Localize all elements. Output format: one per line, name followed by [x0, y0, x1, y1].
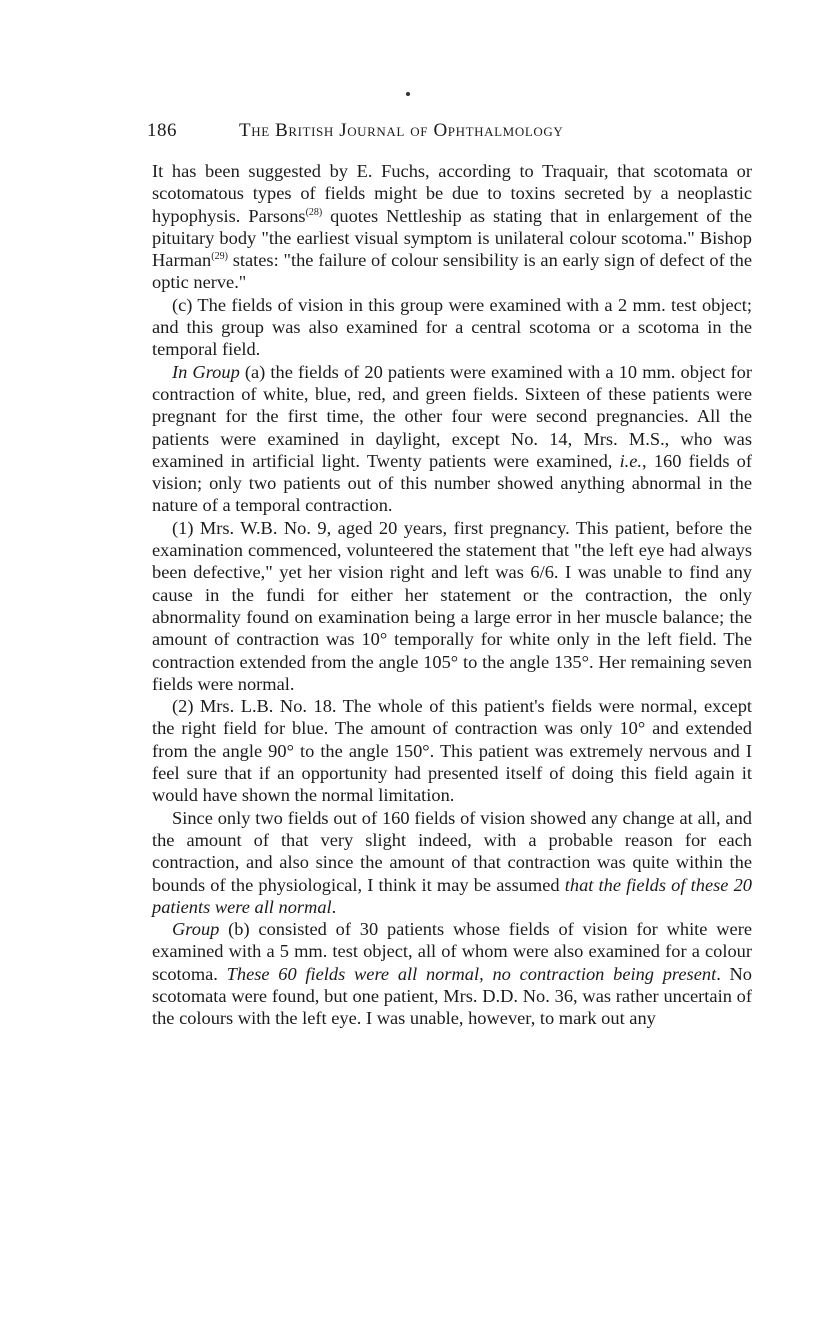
paragraph-case-2: (2) Mrs. L.B. No. 18. The whole of this patient's fields were normal, except the right field for blue. The amount of contraction was only 10° and extended from the angle 90° to the angle 150°. This patient was extremely nervous and I feel sure that if an opportunity had presented itself of doing this field again it would have shown the normal limitation.: [152, 696, 752, 806]
paragraph-text: It has been suggested by E. Fuchs, according to Traquair, that scotomata or scotomatous types of fields might be due to toxins secreted by a neoplastic hypophysis. Parsons: [152, 161, 752, 226]
italic-phrase: In Group: [172, 361, 240, 382]
italic-phrase: i.e.: [619, 450, 643, 471]
reference-marker: (28): [305, 206, 323, 218]
page-number: 186: [147, 120, 177, 141]
paragraph-text: Since only two fields out of 160 fields of vision showed any change at all, and the amount of that very slight indeed, with a probable reason for each contraction, and also since the amount of that contraction was quite within the bounds of the physiological, I think it may be assumed: [152, 807, 752, 895]
running-header: [147, 120, 752, 160]
article-body: [152, 160, 752, 1030]
journal-page: [147, 120, 753, 1030]
italic-phrase: Group: [172, 919, 220, 940]
paragraph-text: .: [331, 896, 337, 917]
stray-dot-mark: [406, 92, 410, 96]
paragraph-pituitary-scotoma: [152, 160, 752, 294]
paragraph-group-a: [152, 361, 752, 517]
italic-phrase: that the fields of these 20 patients were all normal: [152, 874, 752, 917]
journal-title: The British Journal of Ophthalmology: [239, 120, 564, 141]
paragraph-text: (b) consisted of 30 patients whose fields of vision for white were examined with a 5 mm. test object, all of whom were also examined for a colour scotoma.: [152, 919, 752, 984]
reference-marker: (29): [211, 251, 228, 263]
paragraph-text: quotes Nettleship as stating that in enlargement of the pituitary body "the earliest visual symptom is unilateral colour scotoma." Bishop Harman: [152, 205, 752, 271]
paragraph-text: (a) the fields of 20 patients were examined with a 10 mm. object for contraction of white, blue, red, and green fields. Sixteen of these patients were pregnant for the first time, the other four were second pregnancies. All the patients were examined in daylight, except No. 14, Mrs. M.S., who was examined in artificial light. Twenty patients were examined,: [152, 361, 752, 471]
paragraph-group-c: (c) The fields of vision in this group were examined with a 2 mm. test object; and this group was also examined for a central scotoma or a scotoma in the temporal field.: [152, 294, 752, 360]
paragraph-case-1: (1) Mrs. W.B. No. 9, aged 20 years, first pregnancy. This patient, before the examination commenced, volunteered the statement that "the left eye had always been defective," yet her vision right and left was 6/6. I was unable to find any cause in the fundi for either her statement or the contraction, the only abnormality found on examination being a large error in her muscle balance; the amount of contraction was 10° temporally for white only in the left field. The contraction extended from the angle 105° to the angle 135°. Her remaining seven fields were normal.: [152, 517, 752, 694]
paragraph-group-b: [152, 918, 752, 1029]
italic-phrase: These 60 fields were all normal, no contraction being present: [226, 963, 717, 984]
paragraph-conclusion-group-a: [152, 807, 752, 918]
paragraph-text: states: "the failure of colour sensibility is an early sign of defect of the optic nerve.": [152, 250, 752, 293]
paragraph-text: , 160 fields of vision; only two patients out of this number showed anything abnormal in the nature of a temporal contraction.: [152, 450, 752, 516]
paragraph-text: . No scotomata were found, but one patient, Mrs. D.D. No. 36, was rather uncertain of the colours with the left eye. I was unable, however, to mark out any: [152, 963, 753, 1029]
